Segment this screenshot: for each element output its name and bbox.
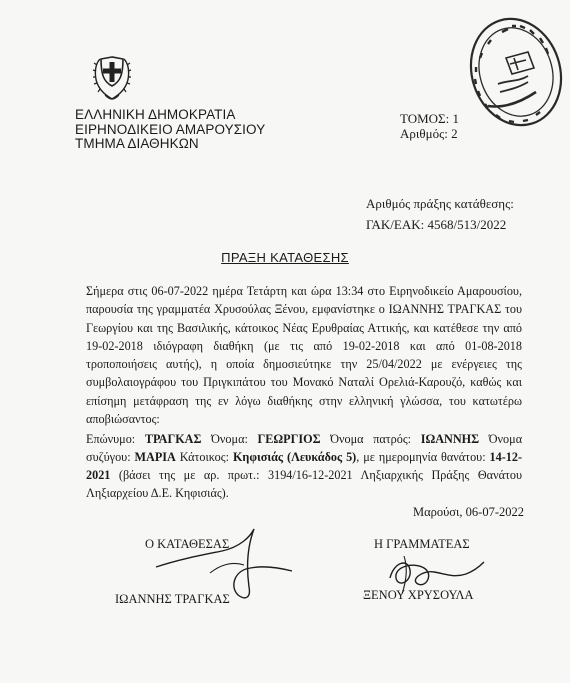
volume-block [400,111,459,141]
first-name-value: ΓΕΩΡΓΙΟΣ [257,432,321,446]
spouse-name-label: Όνομα συζύγου: [86,432,523,464]
death-date-value: 14-12-2021 [86,450,523,482]
authority-line: ΕΙΡΗΝΟΔΙΚΕΙΟ ΑΜΑΡΟΥΣΙΟΥ [75,121,266,137]
residence-label: Κάτοικος: [179,450,229,464]
issuing-authority [75,108,265,152]
official-round-stamp-icon [458,14,564,134]
secretary-label: Η ΓΡΑΜΜΑΤΕΑΣ [374,537,470,551]
filing-number-block [366,193,514,235]
document-title [0,250,570,266]
filing-number-label: Αριθμός πράξης κατάθεσης: [366,196,514,211]
death-certificate-reference: (βάσει της με αρ. πρωτ.: 3194/16-12-2021 Ληξιαρχικής Πράξης Θανάτου Ληξιαρχείου Δ.Ε. Κηφισιάς). [86,468,522,500]
document-title-text: ΠΡΑΞΗ ΚΑΤΑΘΕΣΗΣ [221,250,349,265]
authority-line: ΕΛΛΗΝΙΚΗ ΔΗΜΟΚΡΑΤΙΑ [75,107,236,122]
surname-value: ΤΡΑΓΚΑΣ [144,432,202,446]
father-name-label: Όνομα πατρός: [330,432,412,446]
greek-coat-of-arms-icon [91,49,133,107]
residence-value: Κηφισιάς (Λευκάδος 5) [232,450,357,464]
secretary-name: ΞΕΝΟΥ ΧΡΥΣΟΥΛΑ [363,588,474,602]
record-number: Αριθμός: 2 [400,126,458,141]
authority-line: ΤΜΗΜΑ ΔΙΑΘΗΚΩΝ [75,136,199,151]
volume-number: ΤΟΜΟΣ: 1 [400,111,459,126]
filing-number-value: ΓΑΚ/ΕΑΚ: 4568/513/2022 [366,217,507,232]
depositor-name: ΙΩΑΝΝΗΣ ΤΡΑΓΚΑΣ [115,592,230,606]
spouse-name-value: ΜΑΡΙΑ [134,450,176,464]
father-name-value: ΙΩΑΝΝΗΣ [420,432,480,446]
depositor-label: Ο ΚΑΤΑΘΕΣΑΣ [145,537,230,551]
surname-label: Επώνυμο: [86,432,136,446]
death-date-label: , με ημερομηνία θανάτου: [356,450,486,464]
deposit-paragraph: Σήμερα στις 06-07-2022 ημέρα Τετάρτη και ώρα 13:34 στο Ειρηνοδικείο Αμαρουσίου, παρουσία της γραμματέα Χρυσούλας Ξένου, εμφανίστηκε ο ΙΩΑΝΝΗΣ ΤΡΑΓΚΑΣ του Γεωργίου και της Βασιλικής, κάτοικος Νέας Ερυθραίας Αττικής, και κατέθεσε την από 19-02-2018 ιδιόγραφη διαθήκη (με τις από 19-02-2018 και από 01-08-2018 τροποποιήσεις αυτής), η οποία δημοσιεύτηκε την 25/04/2022 με ενέργειες της συμβολαιογράφου του Πριγκιπάτου του Μονακό Ναταλί Ορελιά-Καρουζό, καθώς και επίσημη μετάφραση της εν λόγω διαθήκης στην ελληνική γλώσσα, του κατωτέρω αποβιώσαντος: [86,284,522,427]
first-name-label: Όνομα: [211,432,248,446]
decedent-details [86,430,522,502]
place-and-date: Μαρούσι, 06-07-2022 [412,505,524,519]
